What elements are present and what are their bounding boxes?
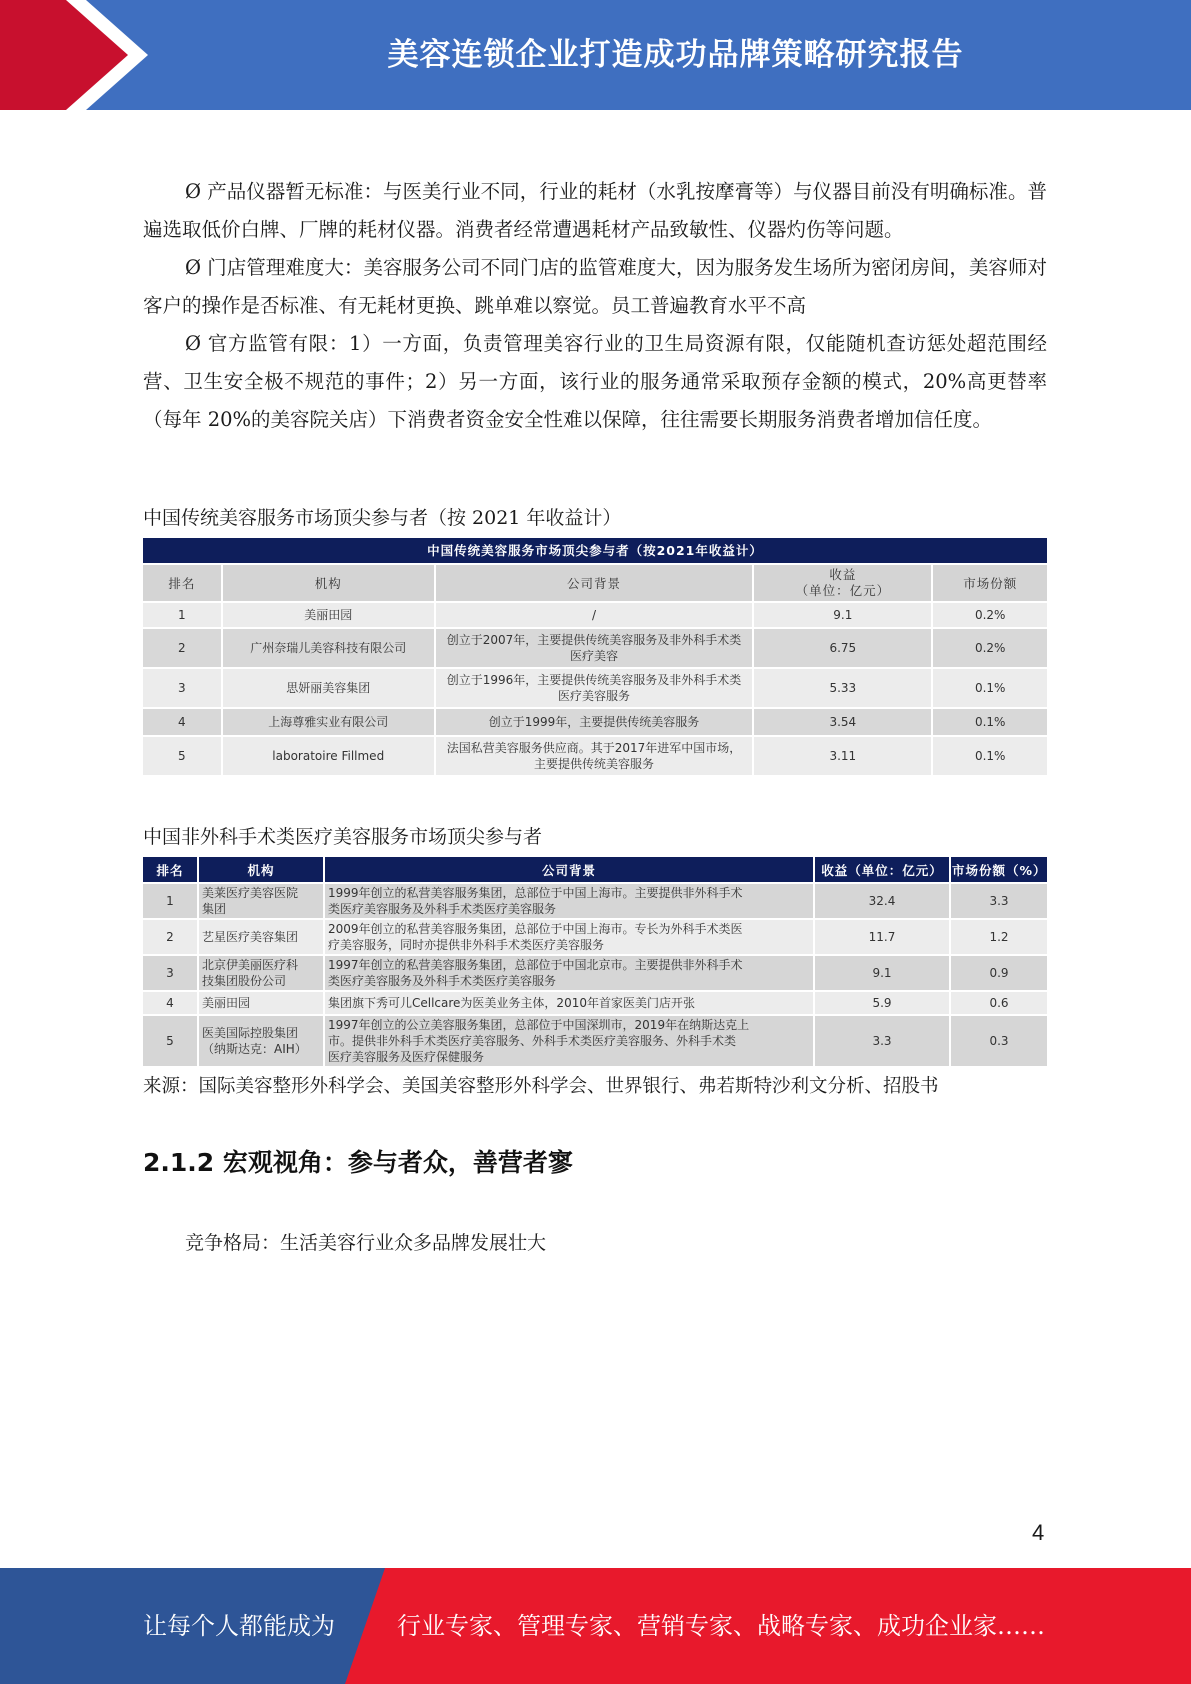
table-row [143, 737, 1047, 775]
cell-revenue: 3.11 [754, 737, 931, 775]
table-row [143, 920, 1047, 954]
table1-header-revenue: 收益 （单位：亿元） [754, 565, 931, 601]
table-row [143, 1016, 1047, 1066]
cell-share: 0.1% [933, 669, 1047, 707]
table-row [143, 629, 1047, 667]
cell-org: 思妍丽美容集团 [223, 669, 434, 707]
table2-header-org: 机构 [199, 857, 323, 882]
table1-header-background: 公司背景 [436, 565, 752, 601]
page-number: 4 [1032, 1520, 1045, 1545]
cell-org: 医美国际控股集团 （纳斯达克：AIH） [199, 1016, 323, 1066]
cell-share: 0.1% [933, 737, 1047, 775]
cell-share: 0.2% [933, 603, 1047, 627]
table2-header-rank: 排名 [143, 857, 197, 882]
table2-caption: 中国非外科手术类医疗美容服务市场顶尖参与者 [143, 826, 543, 848]
table-row [143, 884, 1047, 918]
cell-rank: 3 [143, 956, 197, 990]
cell-share: 0.6 [951, 992, 1047, 1014]
cell-org: 上海尊雅实业有限公司 [223, 709, 434, 735]
cell-rank: 5 [143, 737, 221, 775]
table-row [143, 992, 1047, 1014]
body-paragraphs [143, 173, 1047, 439]
table-row [143, 669, 1047, 707]
cell-background: 2009年创立的私营美容服务集团，总部位于中国上海市。专长为外科手术类医 疗美容服务，同时亦提供非外科手术类医疗美容服务 [325, 920, 813, 954]
cell-share: 3.3 [951, 884, 1047, 918]
table1-header-rank: 排名 [143, 565, 221, 601]
cell-rank: 1 [143, 603, 221, 627]
table1-title: 中国传统美容服务市场顶尖参与者（按2021年收益计） [143, 538, 1047, 563]
cell-revenue: 5.33 [754, 669, 931, 707]
cell-background: 1997年创立的私营美容服务集团，总部位于中国北京市。主要提供非外科手术 类医疗美容服务及外科手术类医疗美容服务 [325, 956, 813, 990]
footer-slogan-right: 行业专家、管理专家、营销专家、战略专家、成功企业家…… [397, 1612, 1045, 1640]
cell-background: 1999年创立的私营美容服务集团，总部位于中国上海市。主要提供非外科手术 类医疗美容服务及外科手术类医疗美容服务 [325, 884, 813, 918]
cell-org: 美丽田园 [223, 603, 434, 627]
cell-background: 创立于1999年，主要提供传统美容服务 [436, 709, 752, 735]
cell-revenue: 9.1 [754, 603, 931, 627]
cell-rank: 3 [143, 669, 221, 707]
cell-org: 北京伊美丽医疗科 技集团股份公司 [199, 956, 323, 990]
table1-header-org: 机构 [223, 565, 434, 601]
cell-revenue: 3.3 [815, 1016, 949, 1066]
document-title: 美容连锁企业打造成功品牌策略研究报告 [387, 37, 964, 73]
table-row [143, 603, 1047, 627]
paragraph-store-management: Ø 门店管理难度大：美容服务公司不同门店的监管难度大，因为服务发生场所为密闭房间，美容师对客户的操作是否标准、有无耗材更换、跳单难以察觉。员工普遍教育水平不高 [143, 256, 1047, 317]
table1-header-share: 市场份额 [933, 565, 1047, 601]
cell-share: 0.2% [933, 629, 1047, 667]
cell-revenue: 5.9 [815, 992, 949, 1014]
cell-rank: 5 [143, 1016, 197, 1066]
cell-background: / [436, 603, 752, 627]
table2-header-revenue: 收益（单位：亿元） [815, 857, 949, 882]
table2-header-share: 市场份额（%） [951, 857, 1047, 882]
table-row [143, 709, 1047, 735]
competition-line: 竞争格局：生活美容行业众多品牌发展壮大 [185, 1232, 547, 1254]
cell-share: 0.1% [933, 709, 1047, 735]
cell-revenue: 32.4 [815, 884, 949, 918]
table2-header-background: 公司背景 [325, 857, 813, 882]
cell-rank: 4 [143, 709, 221, 735]
cell-rank: 1 [143, 884, 197, 918]
paragraph-product-standards: Ø 产品仪器暂无标准：与医美行业不同，行业的耗材（水乳按摩膏等）与仪器目前没有明确标准。普遍选取低价白牌、厂牌的耗材仪器。消费者经常遭遇耗材产品致敏性、仪器灼伤等问题。 [143, 180, 1047, 241]
medical-beauty-table [141, 855, 1049, 1068]
cell-share: 0.9 [951, 956, 1047, 990]
cell-revenue: 3.54 [754, 709, 931, 735]
header-arrow-graphic [0, 0, 160, 110]
cell-background: 集团旗下秀可儿Cellcare为医美业务主体，2010年首家医美门店开张 [325, 992, 813, 1014]
cell-background: 创立于2007年，主要提供传统美容服务及非外科手术类 医疗美容 [436, 629, 752, 667]
traditional-beauty-table [141, 536, 1049, 777]
cell-share: 1.2 [951, 920, 1047, 954]
cell-org: 美丽田园 [199, 992, 323, 1014]
table-row [143, 956, 1047, 990]
cell-share: 0.3 [951, 1016, 1047, 1066]
cell-revenue: 9.1 [815, 956, 949, 990]
paragraph-official-supervision: Ø 官方监管有限：1）一方面，负责管理美容行业的卫生局资源有限，仅能随机查访惩处超范围经营、卫生安全极不规范的事件；2）另一方面，该行业的服务通常采取预存金额的模式，20%高更替率（每年 20%的美容院关店）下消费者资金安全性难以保障，往往需要长期服务消费者增加信任度。 [143, 332, 1047, 431]
cell-background: 创立于1996年，主要提供传统美容服务及非外科手术类 医疗美容服务 [436, 669, 752, 707]
cell-background: 法国私营美容服务供应商。其于2017年进军中国市场， 主要提供传统美容服务 [436, 737, 752, 775]
source-note: 来源：国际美容整形外科学会、美国美容整形外科学会、世界银行、弗若斯特沙利文分析、招股书 [143, 1076, 939, 1097]
page-footer [0, 1568, 1191, 1684]
cell-rank: 2 [143, 920, 197, 954]
cell-rank: 4 [143, 992, 197, 1014]
page-header [0, 0, 1191, 110]
footer-slogan-left: 让每个人都能成为 [143, 1612, 335, 1640]
section-heading: 2.1.2 宏观视角：参与者众，善营者寥 [143, 1148, 573, 1177]
table1-caption: 中国传统美容服务市场顶尖参与者（按 2021 年收益计） [143, 507, 622, 529]
cell-rank: 2 [143, 629, 221, 667]
cell-org: 美莱医疗美容医院 集团 [199, 884, 323, 918]
cell-background: 1997年创立的公立美容服务集团，总部位于中国深圳市，2019年在纳斯达克上 市。提供非外科手术类医疗美容服务、外科手术类医疗美容服务、外科手术类 医疗美容服务及医疗保健服务 [325, 1016, 813, 1066]
cell-revenue: 11.7 [815, 920, 949, 954]
cell-revenue: 6.75 [754, 629, 931, 667]
cell-org: laboratoire Fillmed [223, 737, 434, 775]
cell-org: 艺星医疗美容集团 [199, 920, 323, 954]
cell-org: 广州奈瑞儿美容科技有限公司 [223, 629, 434, 667]
